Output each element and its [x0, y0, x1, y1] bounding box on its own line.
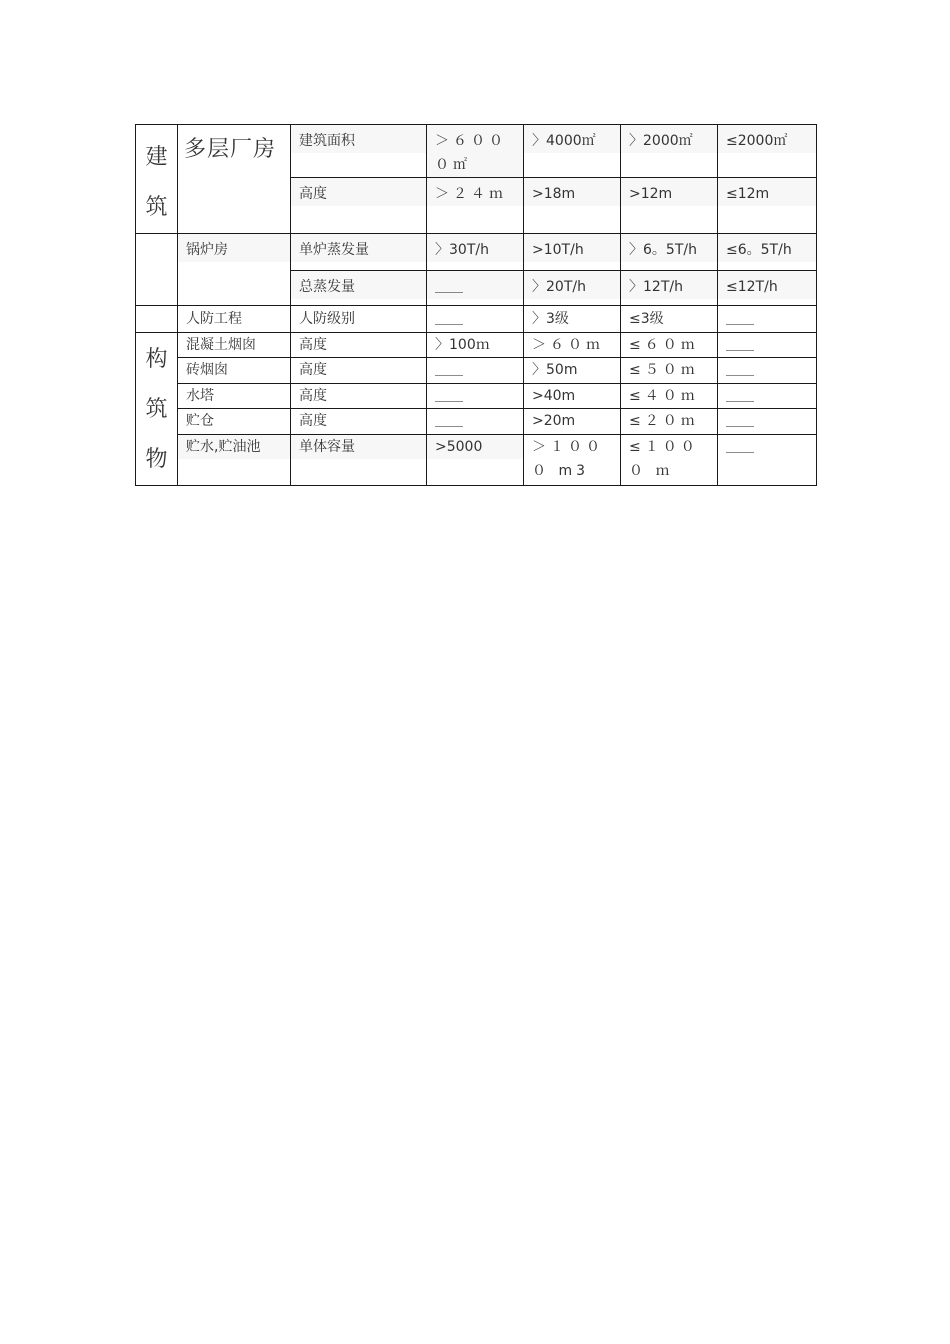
item-cell: 高度: [291, 358, 427, 384]
value-cell: 〉12T/h: [621, 271, 718, 306]
value-cell: ≤3级: [621, 306, 718, 333]
value-cell: ＞２４ｍ: [427, 178, 524, 234]
value-cell: ≤２０ｍ: [621, 409, 718, 434]
value-cell: ＞６０００㎡: [427, 125, 524, 178]
value-cell: ＿＿: [718, 306, 817, 333]
category-cell: 锅炉房: [178, 234, 291, 306]
empty-cell: [136, 234, 178, 306]
item-cell: 高度: [291, 409, 427, 434]
table-row: [136, 409, 817, 434]
value-cell: 〉6。5T/h: [621, 234, 718, 271]
value-cell: ≤５０ｍ: [621, 358, 718, 384]
value-cell: ＿＿: [718, 384, 817, 409]
value-cell: >20m: [524, 409, 621, 434]
table-row: [136, 384, 817, 409]
item-cell: 建筑面积: [291, 125, 427, 178]
group-char: 物: [145, 447, 168, 472]
value-cell: >12m: [621, 178, 718, 234]
category-cell: 砖烟囱: [178, 358, 291, 384]
group-char: 筑: [145, 397, 168, 422]
category-cell: 贮仓: [178, 409, 291, 434]
value-cell: ≤12T/h: [718, 271, 817, 306]
value-cell: ＿＿: [718, 333, 817, 358]
category-cell: 多层厂房: [178, 125, 291, 234]
item-cell: 单炉蒸发量: [291, 234, 427, 271]
empty-cell: [136, 306, 178, 333]
group-char: 构: [145, 347, 168, 372]
value-cell: ≤６０ｍ: [621, 333, 718, 358]
table-row: [136, 358, 817, 384]
value-cell: ＿＿: [427, 271, 524, 306]
value-cell: >5000: [427, 434, 524, 485]
value-cell: ≤１０００ ｍ: [621, 434, 718, 485]
value-cell: 〉4000㎡: [524, 125, 621, 178]
table-row: [136, 234, 817, 271]
value-cell: ＿＿: [718, 358, 817, 384]
category-cell: 贮水,贮油池: [178, 434, 291, 485]
value-cell: 〉2000㎡: [621, 125, 718, 178]
classification-table: [135, 124, 817, 486]
value-cell: 〉20T/h: [524, 271, 621, 306]
value-cell: ≤2000㎡: [718, 125, 817, 178]
table-row: [136, 125, 817, 178]
value-cell: ＞６０ｍ: [524, 333, 621, 358]
value-cell: ≤４０ｍ: [621, 384, 718, 409]
item-cell: 高度: [291, 333, 427, 358]
category-cell: 水塔: [178, 384, 291, 409]
item-cell: 高度: [291, 178, 427, 234]
item-cell: 高度: [291, 384, 427, 409]
value-cell: ＿＿: [427, 384, 524, 409]
category-cell: 人防工程: [178, 306, 291, 333]
value-cell: 〉100ｍ: [427, 333, 524, 358]
structure-group-cell: [136, 333, 178, 486]
item-cell: 人防级别: [291, 306, 427, 333]
building-group-cell: [136, 125, 178, 234]
category-cell: 混凝土烟囱: [178, 333, 291, 358]
value-cell: >40m: [524, 384, 621, 409]
value-cell: ＿＿: [718, 434, 817, 485]
table-row: [136, 434, 817, 485]
value-cell: 〉3级: [524, 306, 621, 333]
value-cell: ≤12m: [718, 178, 817, 234]
table-row: [136, 333, 817, 358]
value-cell: ＿＿: [718, 409, 817, 434]
value-cell: ≤6。5T/h: [718, 234, 817, 271]
value-cell: ＿＿: [427, 306, 524, 333]
value-cell: >18m: [524, 178, 621, 234]
value-cell: 〉50m: [524, 358, 621, 384]
table-row: [136, 306, 817, 333]
value-cell: >10T/h: [524, 234, 621, 271]
value-cell: ＿＿: [427, 358, 524, 384]
item-cell: 单体容量: [291, 434, 427, 485]
group-char: 建: [145, 145, 168, 170]
item-cell: 总蒸发量: [291, 271, 427, 306]
value-cell: 〉30T/h: [427, 234, 524, 271]
value-cell: ＞１０００ m3: [524, 434, 621, 485]
group-char: 筑: [145, 195, 168, 220]
value-cell: ＿＿: [427, 409, 524, 434]
